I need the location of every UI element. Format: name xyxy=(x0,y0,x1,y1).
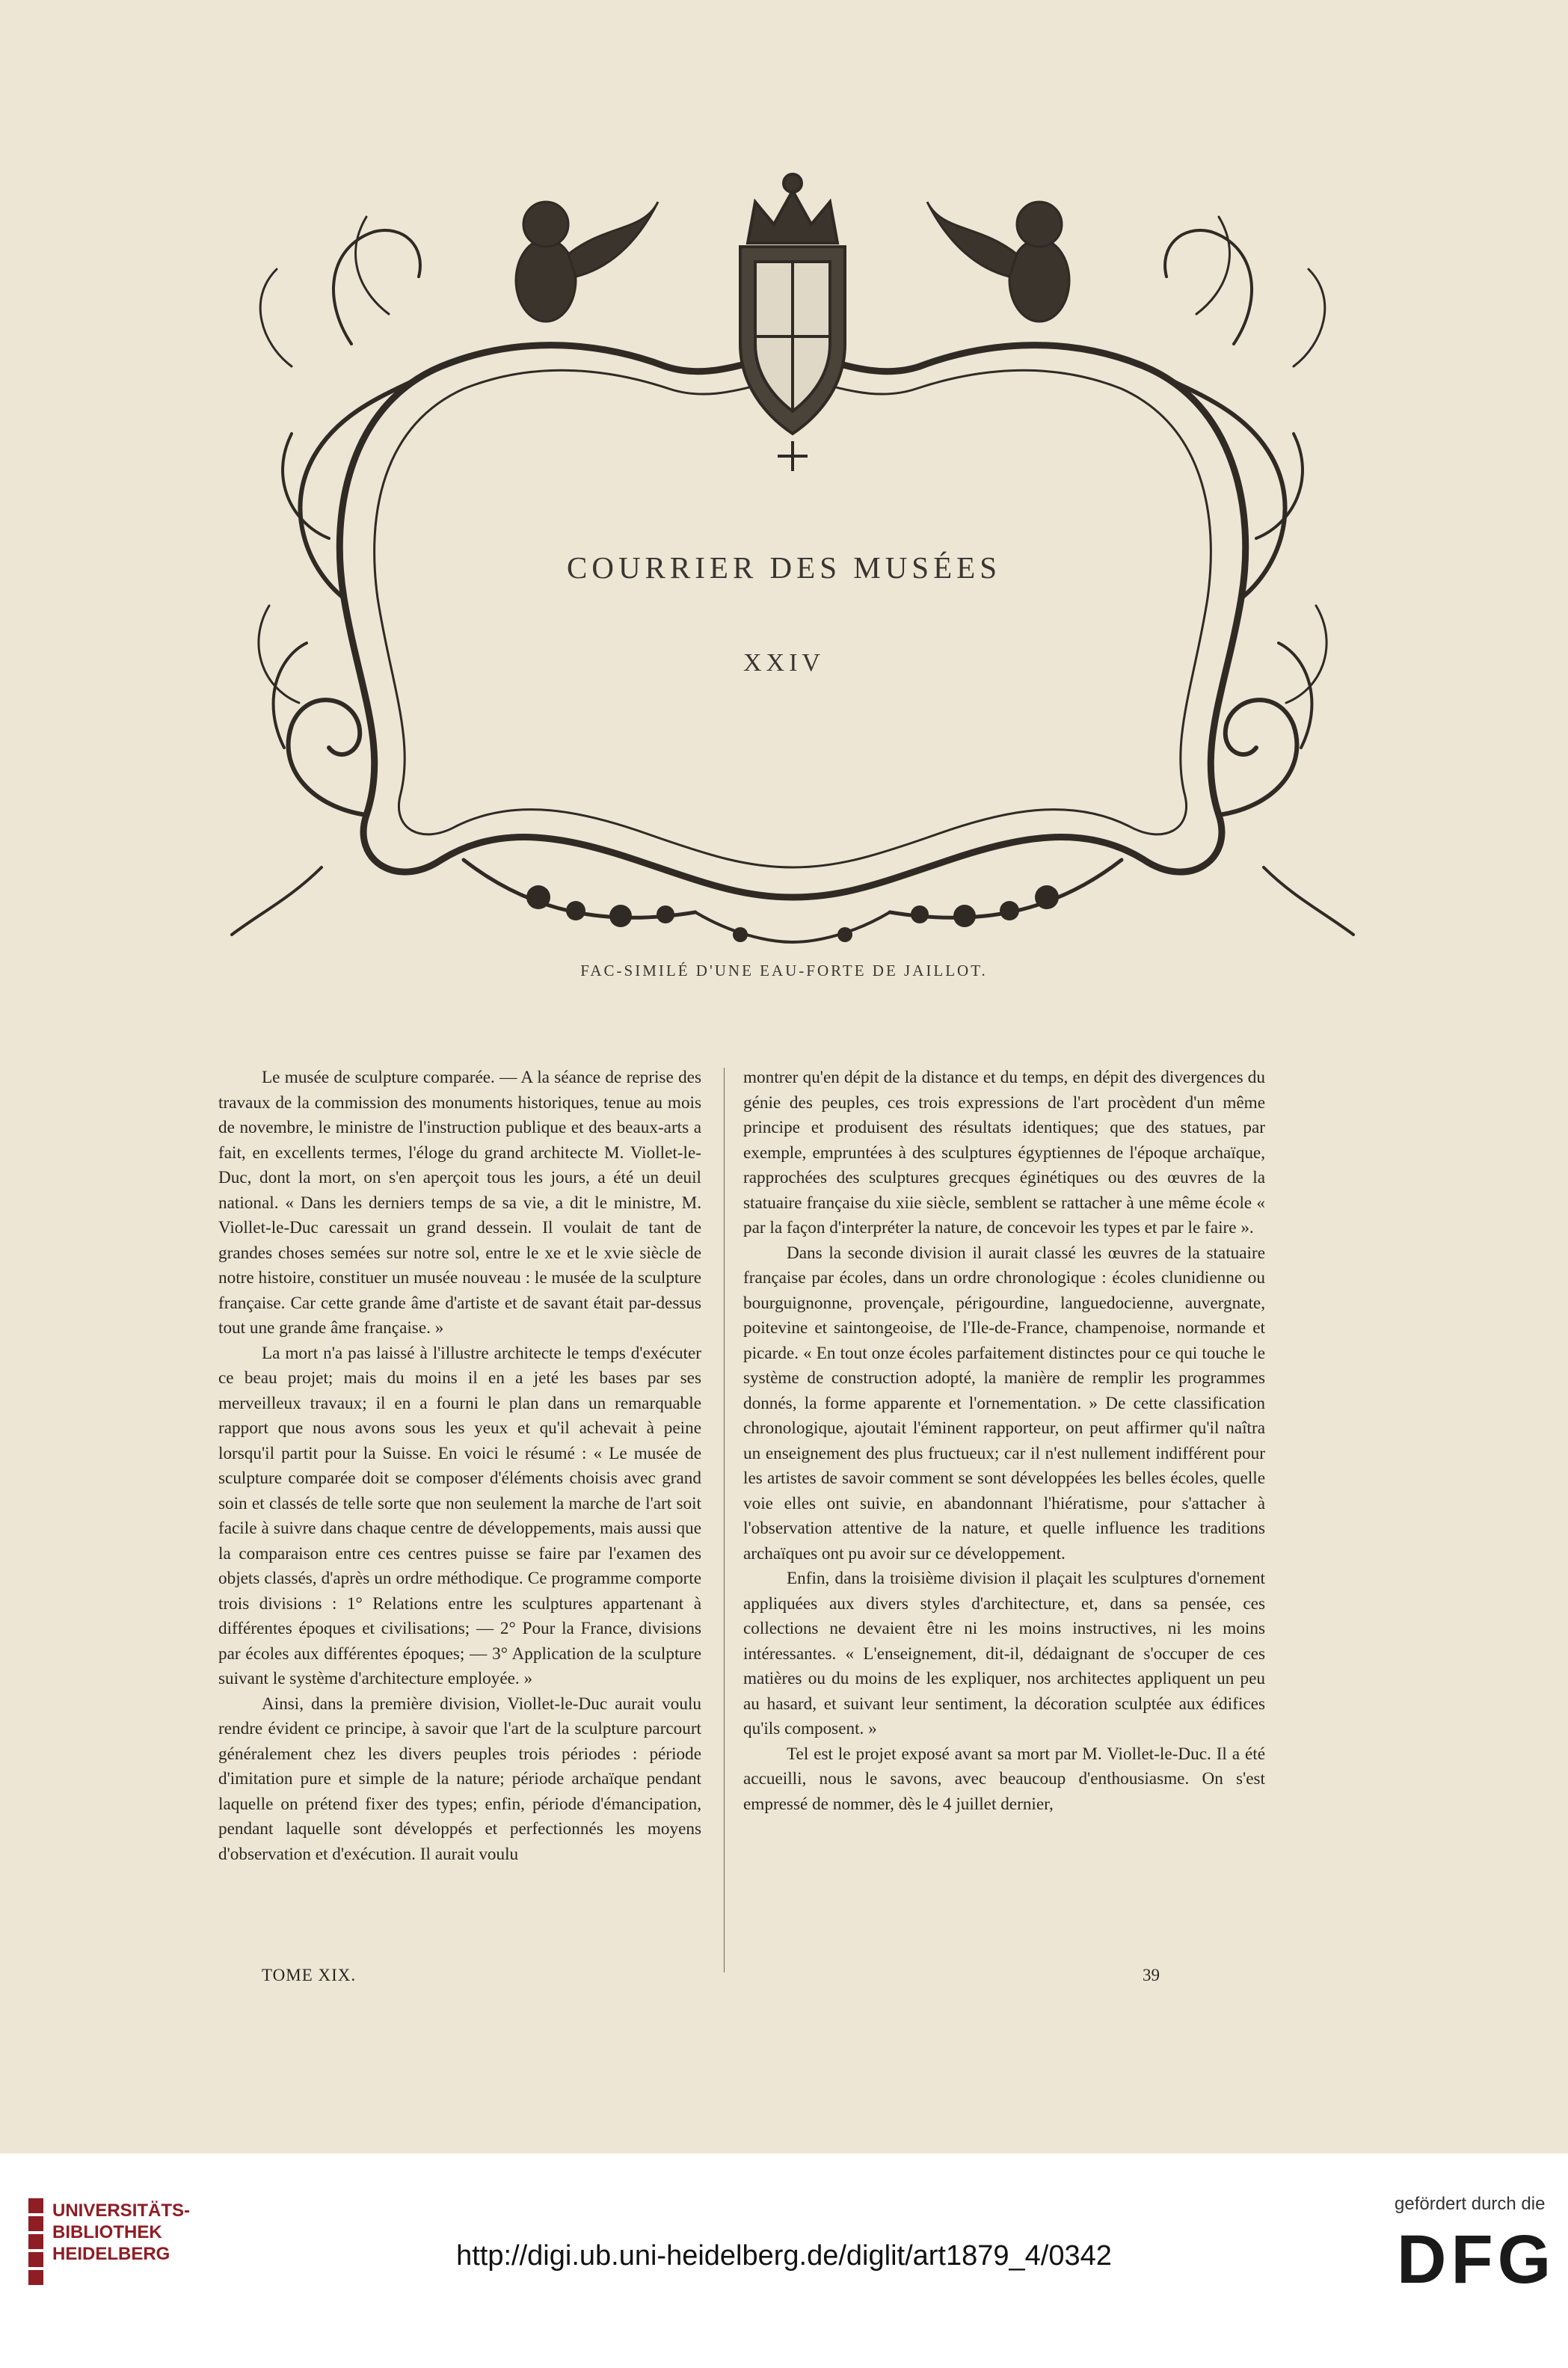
paragraph: Ainsi, dans la première division, Viollet-le-Duc aurait voulu rendre évident ce principe, à savoir que l'art de la sculpture parcourt généralement chez les divers peuples trois périodes : période d'imitation pure et simple de la nature; période archaïque pendant laquelle on prétend fixer des types; enfin, période d'émancipation, pendant laquelle sont développés et perfectionnés les moyens d'observation et d'exécution. Il aurait voulu xyxy=(218,1694,701,1864)
section-title: COURRIER DES MUSÉES xyxy=(566,550,1001,585)
text-column-left xyxy=(218,1065,701,1867)
paragraph: montrer qu'en dépit de la distance et du temps, en dépit des divergences du génie des peuples, ces trois expressions de l'art procèdent d'un même principe et produisent des résultats identiques; que des statues, par exemple, empruntées à des sculptures égyptiennes de l'époque archaïque, rapprochées des sculptures grecques éginétiques ou des œuvres de la statuaire française du xiie siècle, semblent se rattacher à une même école « par la façon d'interpréter la nature, de concevoir les types et par le faire ». xyxy=(743,1068,1265,1237)
ornamental-cartouche-engraving xyxy=(217,120,1368,972)
paragraph: Enfin, dans la troisième division il plaçait les sculptures d'ornement appliquées aux divers styles d'architecture, et, dans sa pensée, ces collections ne devaient être ni les moins instructives, ni les moins intéressantes. « L'enseignement, dit-il, dédaignant de s'occuper de ces matières ou du moins de les expliquer, nos architectes appliquent un peu au hasard, et suivant leur sentiment, la décoration sculptée aux édifices qu'ils composent. » xyxy=(743,1569,1265,1738)
section-number: XXIV xyxy=(743,649,825,677)
paragraph: La mort n'a pas laissé à l'illustre architecte le temps d'exécuter ce beau projet; mais du moins il en a jeté les bases par ses merveilleux travaux; il en a fourni le plan dans un remarquable rapport que nous avons sous les yeux et qu'il achevait à peine lorsqu'il partit pour la Suisse. En voici le résumé : « Le musée de sculpture comparée doit se composer d'éléments choisis avec grand soin et classés de telle sorte que non seulement la marche de l'art soit facile à suivre dans chaque centre de développements, mais aussi que la comparaison entre ces centres puisse se faire par l'examen des objets classés, d'après un ordre méthodique. Ce programme comporte trois divisions : 1° Relations entre les sculptures appartenant à différentes époques et civilisations; — 2° Pour la France, divisions par écoles aux différentes époques; — 3° Application de la sculpture suivant le système d'architecture employée. » xyxy=(218,1343,701,1688)
paragraph: Dans la seconde division il aurait classé les œuvres de la statuaire française par écoles, dans un ordre chronologique : écoles clunidienne ou bourguignonne, provençale, périgourdine, languedocienne, auvergnate, poitevine et saintongeoise, de l'Ile-de-France, champenoise, normande et picarde. « En tout onze écoles parfaitement distinctes pour ce qui touche le système de construction adopté, la manière de remplir les programmes donnés, la forme apparente et l'ornementation. » De cette classification chronologique, ajoutait l'éminent rapporteur, on peut affirmer qu'il naîtra un enseignement des plus fructueux; car il n'est nullement indifférent pour les artistes de savoir comment se sont développées les belles écoles, quelle voie elles ont suivie, en abandonnant l'hiératisme, pour s'attacher à l'observation attentive de la nature, et quelle influence les traditions archaïques ont pu avoir sur ce développement. xyxy=(743,1243,1265,1563)
paragraph: Le musée de sculpture comparée. — A la séance de reprise des travaux de la commission des monuments historiques, tenue au mois de novembre, le ministre de l'instruction publique et des beaux-arts a fait, en excellents termes, l'éloge du grand architecte M. Viollet-le-Duc, dont la mort, on s'en aperçoit tous les jours, a été un deuil national. « Dans les derniers temps de sa vie, a dit le ministre, M. Viollet-le-Duc caressait un grand dessein. Il voulait de tant de grandes choses semées sur notre sol, entre le xe et le xvie siècle de notre histoire, constituer un musée nouveau : le musée de la sculpture française. Car cette grande âme d'artiste et de savant était par-dessus tout une grande âme française. » xyxy=(218,1068,701,1338)
column-divider xyxy=(724,1068,725,1972)
volume-label: TOME XIX. xyxy=(262,1966,357,1984)
illustration-caption: FAC-SIMILÉ D'UNE EAU-FORTE DE JAILLOT. xyxy=(580,962,988,980)
university-library-name[interactable]: UNIVERSITÄTS- BIBLIOTHEK HEIDELBERG xyxy=(52,2201,191,2264)
page-number: 39 xyxy=(1143,1966,1160,1984)
permalink-url[interactable]: http://digi.ub.uni-heidelberg.de/diglit/art1879_4/0342 xyxy=(456,2240,1112,2272)
text-column-right xyxy=(743,1065,1265,1817)
sponsor-label: gefördert durch die xyxy=(1395,2194,1546,2214)
paragraph: Tel est le projet exposé avant sa mort par M. Viollet-le-Duc. Il a été accueilli, nous le savons, avec beaucoup d'enthousiasme. On s'est empressé de nommer, dès le 4 juillet dernier, xyxy=(743,1744,1265,1814)
dfg-logo[interactable]: DFG xyxy=(1397,2221,1556,2298)
